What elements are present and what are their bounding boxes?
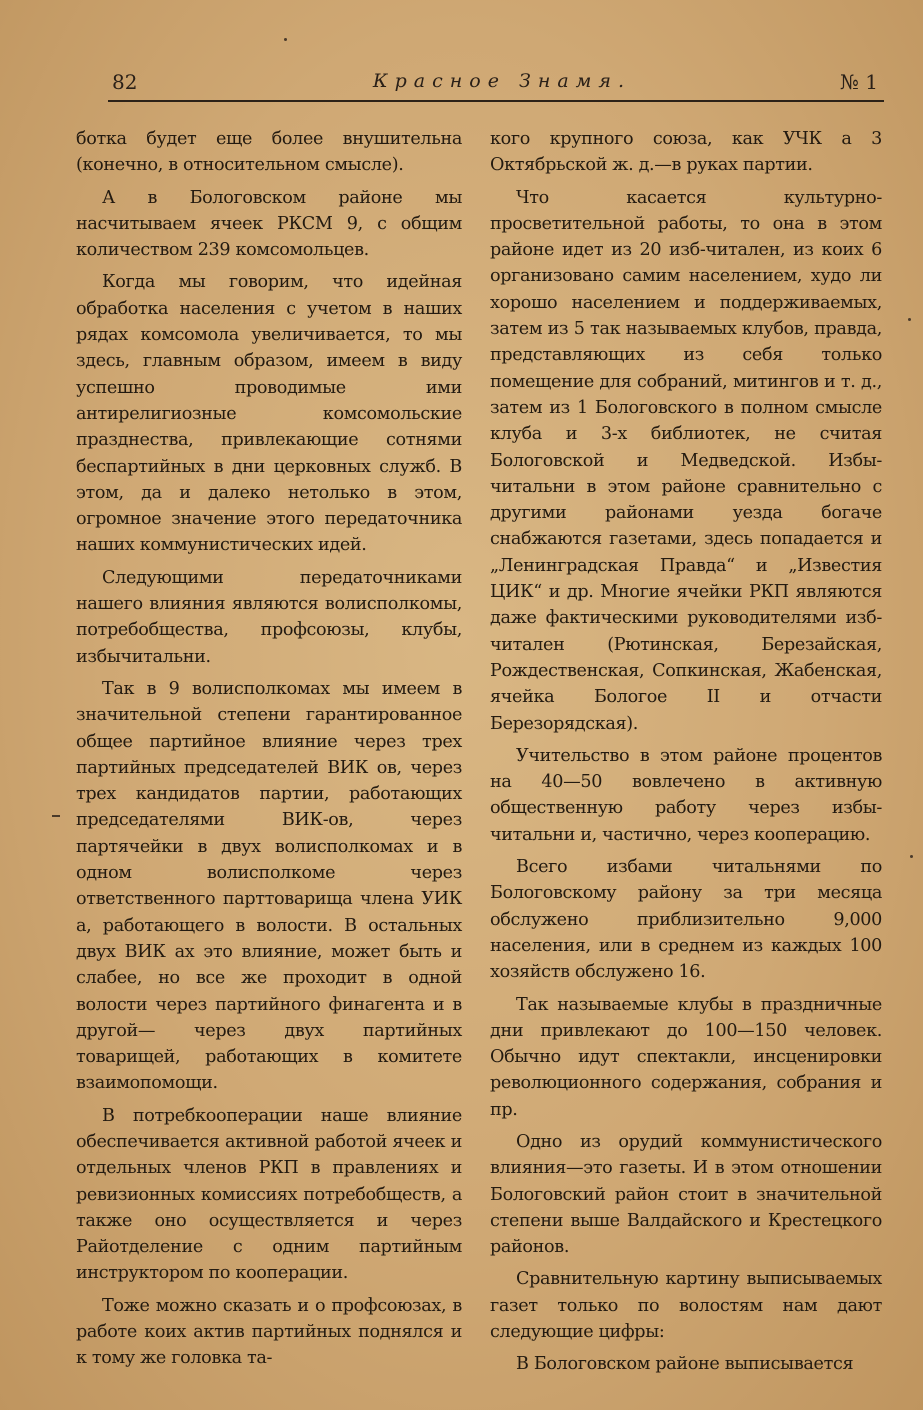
paper-speck (284, 38, 287, 41)
paragraph: Когда мы говорим, что идейная обработка населения с учетом в наших рядах комсомола увеличивается, то мы здесь, главным образом, имеем в виду успешно проводимые ими антирелигиозные комсомольские празднества, привлекающие сотнями беспартийных в дни церковных служб. В этом, да и далеко нетолько в этом, огромное значение этого передаточника наших коммунистических идей. (76, 272, 462, 556)
page-header (112, 70, 882, 98)
header-rule (108, 100, 884, 102)
right-column (490, 126, 882, 1384)
paragraph: Всего избами читальнями по Бологовскому району за три месяца обслужено приблизительно 9,000 населения, или в среднем из каждых 100 хозяйств обслужено 16. (490, 857, 882, 983)
paragraph: кого крупного союза, как УЧК а 3 Октябрьской ж. д.—в руках партии. (490, 129, 882, 176)
paragraph: Что касается культурно-просветительной работы, то она в этом районе идет из 20 изб-читален, из коих 6 организовано самим населением, худо ли хорошо населением и поддерживаемых, затем из 5 так называемых клубов, правда, представляющих из себя только помещение для собраний, митингов и т. д., затем из 1 Бологовского в полном смысле клуба и 3-х библиотек, не считая Бологовской и Медведской. Избы-читальни в этом районе сравнительно с другими районами уезда богаче снабжаются газетами, здесь попадается и „Ленинградская Правда“ и „Известия ЦИК“ и др. Многие ячейки РКП являются даже фактическими руководителями изб-читален (Рютинская, Березайская, Рождественская, Сопкинская, Жабенская, ячейка Бологое II и отчасти Березорядская). (490, 187, 882, 734)
paragraph: Тоже можно сказать и о профсоюзах, в работе коих актив партийных поднялся и к тому же головка та- (76, 1295, 462, 1369)
paragraph: Так в 9 волисполкомах мы имеем в значительной степени гарантированное общее партийное влияние через трех партийных председателей ВИК ов, через трех кандидатов партии, работающих председателями ВИК-ов, через партячейки в двух волисполкомах и в одном волисполкоме через ответственного парттоварища члена УИК а, работающего в волости. В остальных двух ВИК ах это влияние, может быть и слабее, но все же проходит в одной волости через партийного финагента и в другой— через двух партийных товарищей, работающих в комитете взаимопомощи. (76, 678, 462, 1094)
paragraph: Одно из орудий коммунистического влияния—это газеты. И в этом отношении Бологовский район стоит в значительной степени выше Валдайского и Крестецкого районов. (490, 1131, 882, 1258)
journal-title: Красное Знамя. (372, 70, 632, 92)
paragraph: В потребкооперации наше влияние обеспечивается активной работой ячеек и отдельных членов РКП в правлениях и ревизионных комиссиях потребобществ, а также оно осуществляется и через Райотделение с одним партийным инструктором по кооперации. (76, 1105, 462, 1284)
paragraph: В Бологовском районе выписывается (516, 1354, 854, 1375)
issue-number: № 1 (839, 70, 878, 94)
page-number: 82 (112, 70, 138, 94)
paper-speck (908, 318, 911, 321)
paper-speck (52, 815, 60, 817)
left-column (76, 126, 462, 1378)
paragraph: ботка будет еще более внушительна (конечно, в относительном смысле). (76, 129, 462, 176)
paragraph: Следующими передаточниками нашего влияния являются волисполкомы, потребобщества, профсоюзы, клубы, избычитальни. (76, 567, 462, 667)
paragraph: Сравнительную картину выписываемых газет только по волостям нам дают следующие цифры: (490, 1269, 882, 1343)
paragraph: Учительство в этом районе процентов на 40—50 вовлечено в активную общественную работу через избы-читальни и, частично, через кооперацию. (490, 745, 882, 845)
paper-speck (910, 855, 913, 858)
paragraph: А в Бологовском районе мы насчитываем ячеек РКСМ 9, с общим количеством 239 комсомольцев. (76, 187, 462, 261)
paragraph: Так называемые клубы в праздничные дни привлекают до 100—150 человек. Обычно идут спектакли, инсценировки революционного содержания, собрания и пр. (490, 994, 882, 1120)
